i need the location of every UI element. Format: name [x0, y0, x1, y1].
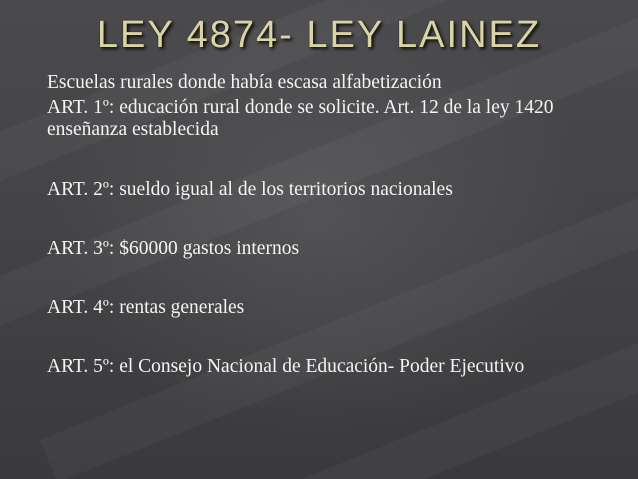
paragraph-art-5: ART. 5º: el Consejo Nacional de Educación- Poder Ejecutivo — [47, 356, 525, 377]
paragraph-art-1: ART. 1º: educación rural donde se solicite. Art. 12 de la ley 1420 enseñanza establecida — [47, 97, 554, 140]
paragraph-art-4: ART. 4º: rentas generales — [47, 297, 245, 318]
slide-body — [47, 72, 622, 378]
paragraph-intro: Escuelas rurales donde había escasa alfabetización — [47, 72, 442, 93]
paragraph-art-3: ART. 3º: $60000 gastos internos — [47, 238, 300, 259]
slide-title: LEY 4874- LEY LAINEZ — [96, 14, 542, 56]
paragraph-art-2: ART. 2º: sueldo igual al de los territorios nacionales — [47, 179, 453, 200]
